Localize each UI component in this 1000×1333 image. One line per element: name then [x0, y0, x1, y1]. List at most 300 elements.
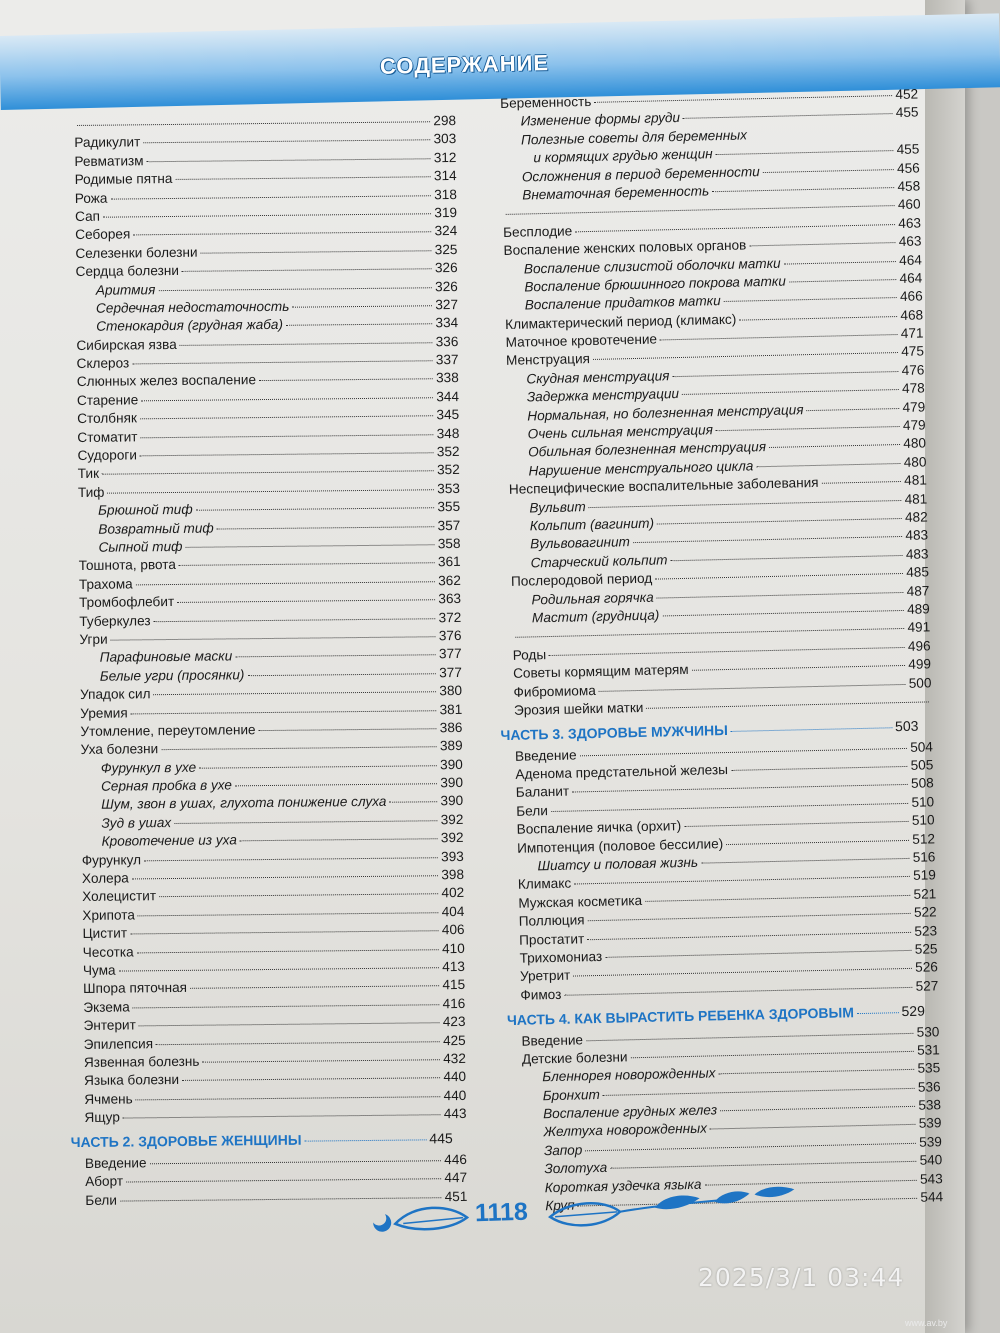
dot-leader	[701, 858, 910, 864]
toc-entry-page: 455	[896, 141, 920, 158]
toc-entry-title: Кровотечение из уха	[101, 832, 237, 849]
dot-leader	[182, 1078, 440, 1082]
toc-entry-page: 338	[435, 370, 459, 386]
dot-leader	[710, 1124, 916, 1130]
dot-leader	[750, 132, 916, 136]
dot-leader	[720, 1106, 915, 1111]
toc-entry-title: Детские болезни	[521, 1049, 628, 1067]
toc-entry-page: 381	[439, 701, 463, 717]
toc-entry-title: Фурункул в ухе	[100, 759, 197, 776]
dot-leader	[718, 1069, 914, 1074]
dot-leader	[247, 673, 436, 676]
dot-leader	[292, 305, 432, 307]
toc-entry-page: 390	[440, 756, 463, 772]
dot-leader	[631, 1051, 915, 1058]
toc-entry-page: 478	[901, 380, 925, 397]
toc-entry-title: Языка болезни	[84, 1072, 180, 1089]
toc-entry-title: Бесплодие	[502, 223, 573, 240]
dot-leader	[586, 1032, 914, 1040]
toc-entry-page: 406	[441, 922, 465, 938]
toc-entry-title: Хрипота	[82, 907, 135, 923]
toc-entry-title: Столбняк	[77, 410, 137, 427]
toc-part-heading	[71, 1130, 453, 1152]
toc-entry-page: 458	[897, 178, 921, 194]
toc-entry-page: 353	[437, 480, 460, 497]
dot-leader	[136, 581, 436, 585]
toc-entry-title: Сердца болезни	[75, 263, 179, 280]
dot-leader	[588, 913, 911, 921]
toc-entry-page: 456	[896, 160, 920, 176]
toc-entry-page: 500	[908, 674, 932, 691]
toc-entry-title: Менструация	[505, 351, 591, 369]
toc-entry-page: 402	[441, 885, 465, 901]
toc-entry-page: 539	[919, 1134, 943, 1150]
watermark: www.av.by	[905, 1318, 948, 1328]
toc-entry-title: Тошнота, рвота	[78, 557, 176, 574]
toc-entry-page: 423	[442, 1014, 466, 1030]
toc-entry-title: Советы кормящим матерям	[512, 661, 689, 681]
toc-entry-title: Воспаление женских половых органов	[503, 237, 747, 259]
toc-entry-title: Парафиновые маски	[99, 648, 233, 666]
toc-entry-page: 483	[905, 527, 929, 544]
toc-entry	[84, 1105, 466, 1127]
toc-entry-title: Поллюция	[518, 912, 585, 929]
toc-entry-page: 447	[444, 1170, 468, 1186]
toc-entry-page: 312	[433, 149, 457, 166]
toc-entry-page: 357	[437, 517, 461, 533]
toc-entry-title: Упадок сил	[79, 686, 151, 703]
toc-entry-page: 535	[917, 1060, 941, 1077]
dot-leader	[102, 471, 434, 475]
toc-entry-page: 326	[435, 278, 458, 294]
toc-entry-title: Родимые пятна	[74, 171, 173, 188]
toc-entry-title: Старение	[76, 392, 139, 408]
toc-entry-title: Шиатсу и половая жизнь	[537, 854, 699, 874]
toc-entry-title: Шум, звон в ушах, глухота понижение слуха	[101, 794, 387, 813]
toc-entry-page: 336	[435, 333, 459, 349]
dot-leader	[822, 481, 902, 484]
toc-entry-page: 483	[905, 546, 929, 562]
toc-entry-title: Вульвит	[529, 498, 586, 516]
dot-leader	[672, 371, 898, 377]
dot-leader	[716, 150, 894, 155]
dot-leader	[133, 1004, 440, 1008]
toc-entry-title: Аденома предстательной железы	[515, 762, 729, 782]
dot-leader	[286, 324, 433, 327]
dot-leader	[139, 1022, 440, 1026]
dot-leader	[77, 121, 430, 126]
toc-entry-page: 298	[433, 112, 457, 129]
toc-entry-page: 432	[443, 1050, 466, 1067]
dot-leader	[199, 765, 437, 768]
dot-leader	[259, 728, 437, 731]
toc-entry-page: 443	[443, 1106, 467, 1122]
dot-leader	[633, 536, 903, 543]
dot-leader	[185, 544, 434, 548]
toc-entry-page: 445	[429, 1130, 453, 1147]
toc-entry-page: 538	[918, 1097, 942, 1113]
dot-leader	[259, 379, 433, 382]
toc-entry-title: Задержка менструации	[526, 386, 680, 405]
toc-entry-page: 482	[904, 509, 928, 525]
dot-leader	[190, 986, 439, 990]
toc-entry-title: Воспаление яичка (орхит)	[516, 818, 682, 838]
toc-entry-page: 480	[903, 435, 927, 452]
toc-entry-page: 485	[906, 564, 930, 581]
toc-entry-title: Нарушение менструального цикла	[528, 458, 754, 479]
dot-leader	[784, 261, 897, 265]
toc-left-column	[70, 112, 468, 1210]
toc-entry-title: Бели	[516, 802, 548, 819]
dot-leader	[769, 444, 900, 448]
dot-leader	[682, 389, 899, 395]
toc-entry-page: 344	[436, 388, 460, 405]
dot-leader	[119, 967, 440, 971]
toc-entry-title: Введение	[521, 1031, 584, 1049]
toc-entry-title: Сыпной тиф	[98, 538, 183, 555]
dot-leader	[671, 555, 903, 561]
toc-entry-title: ЧАСТЬ 4. КАК ВЫРАСТИТЬ РЕБЕНКА ЗДОРОВЫМ	[506, 1004, 855, 1029]
toc-entry-page: 386	[439, 719, 463, 736]
toc-entry-title: Эпилепсия	[83, 1035, 154, 1052]
toc-entry-page: 487	[906, 582, 930, 599]
toc-entry-page: 523	[914, 922, 938, 939]
dot-leader	[683, 113, 893, 119]
toc-entry-title: Рожа	[74, 190, 108, 206]
toc-entry-title: Климактерический период (климакс)	[505, 311, 737, 332]
toc-entry-page: 425	[442, 1032, 466, 1048]
toc-entry-page: 410	[441, 940, 465, 956]
dot-leader	[389, 802, 437, 804]
toc-entry-title: Возвратный тиф	[98, 520, 214, 537]
toc-entry-title: ЧАСТЬ 3. ЗДОРОВЬЕ МУЖЧИНЫ	[500, 722, 729, 744]
toc-entry-title: Склероз	[76, 355, 130, 372]
toc-entry-title: Кольпит (вагинит)	[529, 515, 655, 534]
dot-leader	[724, 297, 897, 302]
toc-entry-page: 324	[434, 223, 458, 239]
toc-entry-title: Фурункул	[81, 851, 142, 868]
toc-entry-page: 393	[441, 848, 464, 864]
dot-leader	[587, 931, 911, 939]
toc-entry-title: Осложнения в период беременности	[521, 163, 760, 185]
toc-entry-title: и кормящих грудью женщин	[533, 146, 713, 166]
dot-leader	[143, 140, 430, 144]
toc-entry-title: Холера	[81, 870, 129, 886]
toc-entry-title: Фимоз	[520, 986, 562, 1003]
toc-entry-title: Экзема	[83, 999, 130, 1015]
toc-entry-title: Золотуха	[544, 1160, 608, 1177]
toc-entry-title: Запор	[543, 1142, 583, 1159]
dot-leader	[196, 507, 435, 511]
toc-entry-page: 326	[434, 260, 458, 276]
toc-entry-page: 352	[436, 444, 460, 460]
toc-entry-page: 468	[900, 307, 924, 323]
toc-entry-title: Введение	[84, 1155, 147, 1171]
toc-entry-page: 413	[442, 958, 466, 975]
toc-entry-title: Белые угри (просянки)	[99, 666, 245, 684]
dot-leader	[857, 1012, 899, 1014]
toc-entry-page: 376	[438, 627, 462, 644]
toc-entry-page: 463	[898, 215, 922, 231]
toc-entry-page: 529	[901, 1002, 926, 1020]
dot-leader	[132, 360, 433, 364]
toc-entry-page: 440	[443, 1069, 467, 1085]
toc-entry-page: 496	[907, 638, 931, 654]
toc-entry-title: Введение	[514, 747, 577, 764]
toc-entry-page: 390	[440, 793, 464, 809]
toc-entry-page: 327	[435, 296, 459, 313]
toc-entry-title: Импотенция (половое бессилие)	[516, 835, 724, 856]
page-title: СОДЕРЖАНИЕ	[379, 50, 550, 79]
toc-entry-title: Внематочная беременность	[522, 183, 710, 203]
toc-entry-title: Тиф	[77, 484, 105, 500]
dot-leader	[662, 610, 904, 616]
toc-entry-page: 491	[907, 619, 931, 636]
dot-leader	[551, 803, 909, 812]
dot-leader	[177, 599, 435, 603]
dot-leader	[573, 968, 912, 977]
toc-entry-page: 510	[911, 794, 935, 810]
toc-entry-title: Мужская косметика	[518, 892, 643, 911]
toc-entry-title: Круп	[545, 1197, 575, 1214]
dot-leader	[133, 232, 431, 236]
toc-entry-title: Селезенки болезни	[75, 244, 198, 261]
dot-leader	[657, 592, 904, 599]
dot-leader	[235, 783, 437, 786]
toc-entry-page: 355	[437, 499, 461, 515]
dot-leader	[655, 573, 903, 580]
dot-leader	[657, 518, 902, 525]
dot-leader	[179, 563, 435, 567]
toc-entry-page: 503	[894, 717, 919, 735]
toc-entry-title: Трахома	[78, 576, 133, 592]
toc-entry-title: Аритмия	[95, 281, 156, 298]
dot-leader	[202, 1059, 440, 1062]
dot-leader	[646, 701, 928, 708]
toc-entry-page: 464	[899, 270, 923, 286]
dot-leader	[645, 895, 910, 902]
toc-entry-title: Судороги	[77, 447, 137, 464]
toc-entry-page: 544	[920, 1189, 944, 1205]
toc-entry-title: Ревматизм	[74, 153, 144, 169]
toc-entry-page: 516	[912, 849, 936, 865]
toc-entry-title: Сердечная недостаточность	[95, 298, 290, 316]
toc-entry-page: 521	[913, 886, 937, 902]
toc-entry-page: 512	[912, 830, 936, 847]
toc-entry-page: 531	[916, 1042, 940, 1058]
toc-entry-page: 446	[444, 1151, 468, 1168]
toc-entry-title: Себорея	[75, 226, 131, 243]
toc-entry-page: 334	[435, 315, 459, 331]
toc-entry-title: Утомление, переутомление	[80, 722, 256, 739]
dot-leader	[599, 683, 906, 691]
toc-entry-page: 303	[433, 131, 457, 147]
dot-leader	[182, 268, 432, 272]
toc-entry-title: Язвенная болезнь	[83, 1053, 200, 1070]
toc-entry-page: 464	[898, 251, 923, 268]
toc-entry-page: 480	[903, 454, 927, 470]
dot-leader	[154, 618, 436, 622]
toc-entry-page: 398	[441, 866, 465, 883]
toc-entry-title: Туберкулез	[79, 612, 151, 629]
toc-entry-title: Воспаление брюшинного покрова матки	[524, 273, 786, 295]
dot-leader	[161, 747, 437, 751]
dot-leader	[610, 1161, 916, 1169]
dot-leader	[739, 316, 897, 321]
toc-entry-page: 416	[442, 995, 466, 1011]
dot-leader	[235, 655, 436, 658]
dot-leader	[240, 838, 438, 841]
toc-entry-page: 460	[897, 196, 921, 213]
dot-leader	[593, 352, 898, 360]
toc-entry-title: Обильная болезненная менструация	[527, 439, 767, 460]
toc-entry-page: 536	[917, 1078, 941, 1095]
toc-entry-title: Старческий кольпит	[530, 552, 668, 571]
toc-entry-page: 504	[910, 739, 934, 755]
toc-entry-title: Скудная менструация	[526, 368, 670, 387]
dot-leader	[692, 665, 906, 671]
toc-entry-title: Беременность	[500, 93, 592, 111]
toc-entry-title: Мастит (грудница)	[531, 607, 660, 626]
dot-leader	[594, 95, 892, 103]
toc-entry-page: 440	[443, 1087, 467, 1103]
toc-entry-title: Послеродовой период	[510, 570, 653, 590]
toc-entry-title: Шпора пяточная	[83, 980, 188, 997]
dot-leader	[589, 500, 902, 508]
toc-entry-title: Бели	[85, 1192, 117, 1208]
toc-entry-page: 389	[439, 738, 463, 754]
toc-entry-page: 522	[913, 904, 937, 921]
dot-leader	[174, 820, 438, 824]
toc-entry-title: Угри	[79, 631, 108, 647]
dot-leader	[141, 397, 433, 401]
toc-entry-title: Трихомониаз	[519, 948, 603, 966]
dot-leader	[111, 636, 436, 640]
toc-entry-title: Сибирская язва	[76, 336, 177, 353]
toc-entry-title: Климакс	[517, 875, 572, 893]
dot-leader	[574, 876, 910, 885]
toc-entry-title: Ячмень	[84, 1091, 133, 1107]
dot-leader	[506, 205, 895, 215]
dot-leader	[731, 766, 908, 771]
toc-entry-title: Роды	[512, 646, 547, 663]
toc-entry-title: Серная пробка в ухе	[100, 777, 232, 794]
toc-entry-page: 348	[436, 425, 460, 441]
toc-entry-page: 466	[899, 288, 923, 305]
toc-entry-page: 352	[436, 462, 460, 478]
dot-leader	[110, 195, 431, 199]
toc-entry-title: Бронхит	[542, 1086, 601, 1103]
toc-entry-page: 415	[442, 977, 466, 993]
dot-leader	[684, 821, 909, 827]
toc-entry-title: Воспаление придатков матки	[524, 293, 721, 313]
dot-leader	[158, 287, 432, 291]
toc-entry-title: Короткая уздечка языка	[544, 1176, 702, 1195]
dot-leader	[180, 342, 433, 346]
toc-entry-page: 319	[434, 204, 458, 221]
dot-leader	[137, 949, 439, 953]
dot-leader	[712, 187, 894, 192]
toc-entry-title: Очень сильная менструация	[527, 422, 714, 442]
toc-entry-page: 525	[914, 941, 938, 957]
toc-entry-title: ЧАСТЬ 2. ЗДОРОВЬЕ ЖЕНЩИНЫ	[70, 1132, 302, 1151]
toc-entry-page: 345	[436, 407, 460, 423]
toc-entry-page: 539	[918, 1115, 942, 1132]
dot-leader	[126, 1178, 441, 1182]
dot-leader	[605, 950, 912, 958]
toc-entry-page: 361	[437, 554, 461, 570]
toc-entry-page: 499	[908, 656, 932, 672]
toc-entry-page: 380	[439, 683, 463, 699]
toc-entry-page: 471	[900, 325, 924, 342]
dot-leader	[156, 1041, 440, 1045]
toc-entry-page: 318	[434, 186, 457, 202]
toc-entry-title: Чесотка	[82, 943, 134, 960]
dot-leader	[147, 158, 431, 162]
dot-leader	[716, 426, 900, 431]
toc-entry-title: Цистит	[82, 925, 128, 942]
toc-entry-page: 451	[444, 1188, 468, 1204]
toc-entry-page: 390	[440, 775, 464, 791]
dot-leader	[603, 1088, 915, 1096]
toc-entry-page: 543	[919, 1170, 943, 1187]
toc-entry-title: Уха болезни	[80, 741, 159, 758]
dot-leader	[549, 647, 905, 656]
toc-entry-page: 463	[898, 233, 922, 250]
toc-entry-title: Тромбофлебит	[79, 594, 175, 611]
toc-entry-title: Фибромиома	[513, 682, 596, 700]
toc-entry-page: 372	[438, 609, 462, 625]
toc-entry-page: 530	[916, 1023, 940, 1040]
toc-entry-title: Вульвовагинит	[530, 534, 631, 552]
toc-entry-page: 392	[440, 811, 464, 828]
toc-entry-title: Уремия	[80, 704, 128, 721]
dot-leader	[144, 857, 438, 861]
dot-leader	[217, 526, 435, 529]
toc-entry-page: 452	[895, 86, 919, 103]
toc-entry-title: Ящур	[84, 1109, 120, 1126]
toc-entry-title: Радикулит	[74, 134, 141, 151]
dot-leader	[731, 728, 892, 733]
toc-entry-page: 363	[438, 591, 462, 607]
toc-entry-page: 519	[912, 867, 936, 884]
toc-entry-title: Простатит	[519, 930, 585, 948]
toc-entry-page: 476	[901, 362, 925, 378]
toc-entry-title: Неспецифические воспалительные заболевания	[508, 475, 819, 498]
toc-entry-title: Энтерит	[83, 1017, 136, 1034]
toc-entry-page: 505	[910, 757, 934, 773]
toc-entry-title: Эрозия шейки матки	[513, 699, 644, 718]
toc-entry-title: Изменение формы груди	[520, 110, 681, 129]
toc-entry-page: 358	[437, 535, 461, 552]
dot-leader	[763, 169, 894, 173]
toc-entry-title: Бленнорея новорожденных	[542, 1065, 716, 1085]
dot-leader	[807, 408, 900, 411]
dot-leader	[575, 224, 895, 232]
toc-right-column	[500, 86, 943, 1217]
toc-entry-page: 314	[433, 168, 457, 184]
dot-leader	[140, 416, 434, 420]
dot-leader	[159, 894, 438, 898]
dot-leader	[660, 334, 898, 340]
dot-leader	[132, 875, 439, 879]
dot-leader	[130, 930, 439, 934]
toc-entry-title: Слюнных желез воспаление	[76, 372, 257, 390]
dot-leader	[154, 691, 437, 695]
toc-entry-page: 455	[895, 104, 919, 121]
dot-leader	[140, 434, 433, 438]
dot-leader	[136, 1096, 441, 1100]
